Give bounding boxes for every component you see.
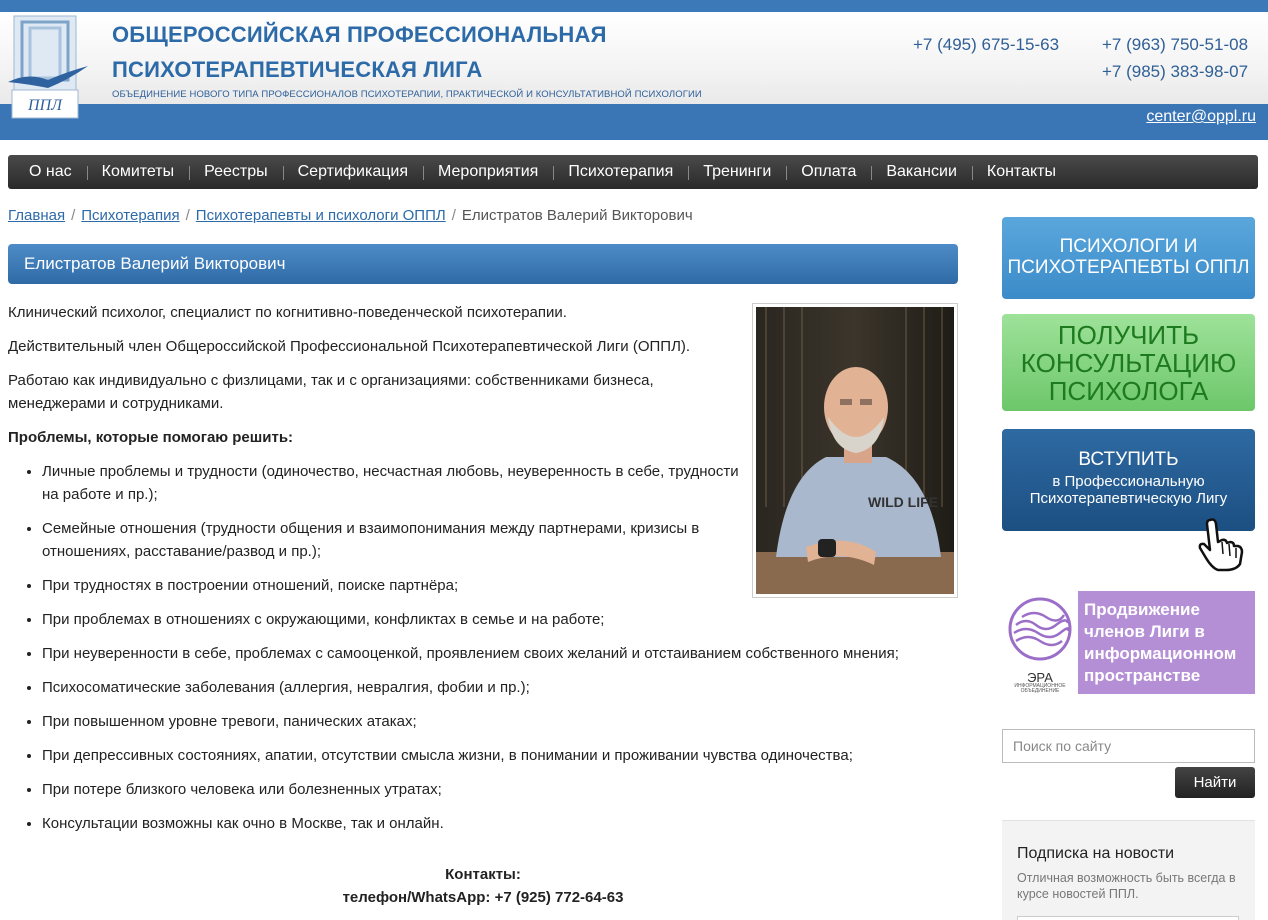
portrait-image [756,307,954,594]
contacts-heading: Контакты: [445,866,521,883]
list-item: • При потере близкого человека или болезненных утратах; [42,778,748,801]
breadcrumb-psychotherapy[interactable]: Психотерапия [81,207,180,224]
phone-3[interactable]: +7 (985) 383-98-07 [1102,62,1249,81]
list-item: • Консультации возможны как очно в Москве, так и онлайн. [42,812,748,835]
nav-item-committees[interactable]: Комитеты [87,163,190,181]
breadcrumb-therapists[interactable]: Психотерапевты и психологи ОППЛ [195,207,446,224]
intro-paragraph-1: Клинический психолог, специалист по когнитивно-поведенческой психотерапии. [8,304,567,321]
contacts-phone[interactable]: телефон/WhatsApp: +7 (925) 772-64-63 [342,889,624,906]
subscribe-title: Подписка на новости [1017,845,1175,862]
subscribe-email-field[interactable] [1017,916,1239,920]
org-title-line1: ОБЩЕРОССИЙСКАЯ ПРОФЕССИОНАЛЬНАЯ [112,22,607,47]
list-item: • При трудностях в построении отношений, поиске партнёра; [42,574,748,597]
nav-item-trainings[interactable]: Тренинги [688,163,786,181]
intro-paragraph-2: Действительный член Общероссийской Профессиональной Психотерапевтической Лиги (ОППЛ). [8,338,691,355]
breadcrumb-separator: / [185,207,190,224]
profile-content [8,301,899,846]
problems-heading: Проблемы, которые помогаю решить: [8,429,294,446]
subscribe-box [1002,820,1255,920]
nav-item-registries[interactable]: Реестры [189,163,283,181]
header-blue-bar [0,104,1268,140]
list-item: • При повышенном уровне тревоги, панических атаках; [42,710,748,733]
contacts-block [8,863,958,909]
list-item: • Личные проблемы и трудности (одиночество, несчастная любовь, неуверенность в себе, трудности на работе и пр.); [42,460,748,506]
pointer-hand-icon [1196,516,1252,572]
breadcrumb-home[interactable]: Главная [8,207,66,224]
consultation-banner[interactable] [1002,314,1255,411]
era-name: ЭРА [1027,670,1053,685]
search-input[interactable] [1002,729,1255,763]
era-wave-icon [1002,591,1078,671]
phone-1[interactable]: +7 (495) 675-15-63 [913,35,1060,54]
list-item: • Семейные отношения (трудности общения и взаимопонимания между партнерами, кризисы в отношениях, расставание/развод и пр.); [42,517,748,563]
era-banner-text: Продвижение членов Лиги в информационном пространстве [1084,600,1237,685]
breadcrumb-separator: / [71,207,76,224]
breadcrumb-separator: / [451,207,456,224]
list-item: • При проблемах в отношениях с окружающими, конфликтах в семье и на работе; [42,608,748,631]
list-item: • Психосоматические заболевания (аллергия, невралгия, фобии и пр.); [42,676,748,699]
consultation-banner-text: ПОЛУЧИТЬ КОНСУЛЬТАЦИЮ ПСИХОЛОГА [1020,320,1237,406]
top-stripe [0,0,1268,12]
nav-item-psychotherapy[interactable]: Психотерапия [553,163,688,181]
search-button[interactable]: Найти [1175,767,1255,798]
org-title-line2: ПСИХОТЕРАПЕВТИЧЕСКАЯ ЛИГА [112,57,483,82]
therapists-banner[interactable] [1002,217,1255,299]
page-title-bar [8,244,958,284]
nav-item-about[interactable]: О нас [29,163,72,180]
join-banner-text: в Профессиональную Психотерапевтическую Лигу [1029,473,1228,507]
main-nav [8,155,1258,189]
shirt-print: WILD LIFE [868,494,938,510]
profile-photo [752,303,958,598]
logo-text: ППЛ [28,97,62,114]
org-subtitle: ОБЪЕДИНЕНИЕ НОВОГО ТИПА ПРОФЕССИОНАЛОВ ПСИХОТЕРАПИИ, ПРАКТИЧЕСКОЙ И КОНСУЛЬТАТИВНОЙ ПСИХОЛОГИИ [112,89,702,100]
nav-item-payment[interactable]: Оплата [786,163,871,181]
nav-item-contacts[interactable]: Контакты [972,163,1071,181]
join-banner-title: ВСТУПИТЬ [1078,449,1179,470]
email-link[interactable]: center@oppl.ru [1146,108,1256,125]
org-title[interactable] [112,17,607,87]
phone-2[interactable]: +7 (963) 750-51-08 [1102,35,1249,54]
list-item: • При неуверенности в себе, проблемах с самооценкой, проявлением своих желаний и отстаиванием собственного мнения; [42,642,748,665]
oppl-logo[interactable] [8,14,88,120]
era-logo [1002,591,1078,694]
problems-list [8,460,899,835]
therapists-banner-text: ПСИХОЛОГИ И ПСИХОТЕРАПЕВТЫ ОППЛ [1007,236,1250,278]
era-caption: ИНФОРМАЦИОННОЕ ОБЪЕДИНЕНИЕ [1014,683,1066,694]
era-banner[interactable] [1002,591,1255,694]
nav-item-certification[interactable]: Сертификация [283,163,423,181]
breadcrumb-current: Елистратов Валерий Викторович [461,207,693,224]
breadcrumb [8,207,693,224]
nav-item-vacancies[interactable]: Вакансии [871,163,972,181]
nav-item-events[interactable]: Мероприятия [423,163,553,181]
page-title: Елистратов Валерий Викторович [24,254,286,273]
list-item: • При депрессивных состояниях, апатии, отсутствии смысла жизни, в понимании и проживании чувства одиночества; [42,744,748,767]
intro-paragraph-3: Работаю как индивидуально с физлицами, так и с организациями: собственниками бизнеса, менеджерами и сотрудниками. [8,372,654,412]
subscribe-text: Отличная возможность быть всегда в курсе новостей ППЛ. [1017,871,1236,901]
